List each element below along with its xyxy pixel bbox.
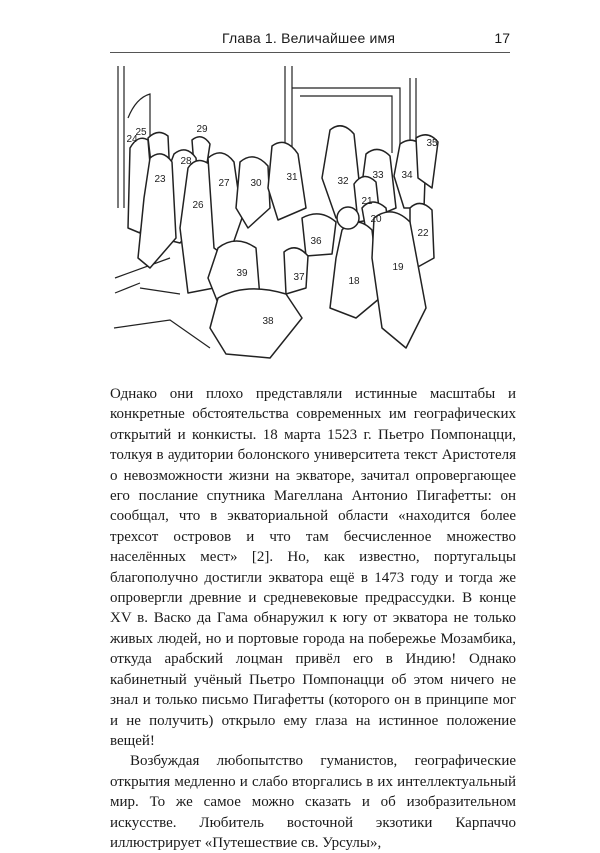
figure-label: 27 — [218, 178, 230, 189]
figure-label: 22 — [417, 228, 429, 239]
figure-label: 38 — [262, 316, 274, 327]
figure-svg — [110, 58, 510, 368]
figure-label: 39 — [236, 268, 248, 279]
figure-label: 20 — [370, 214, 382, 225]
figure-label: 36 — [310, 236, 322, 247]
body-text — [110, 384, 516, 853]
figure-label: 34 — [401, 170, 413, 181]
figure-label: 23 — [154, 174, 166, 185]
figure-label: 30 — [250, 178, 262, 189]
figure-label: 25 — [135, 127, 147, 138]
figure-label: 18 — [348, 276, 360, 287]
page-number: 17 — [494, 30, 510, 46]
numbered-figure-diagram — [110, 58, 510, 368]
chapter-title: Глава 1. Величайшее имя — [222, 30, 396, 46]
figure-label: 33 — [372, 170, 384, 181]
paragraph: Возбуждая любопытство гуманистов, географические открытия медленно и слабо вторгались в их интеллектуальный мир. То же самое можно сказать и об изобразительном искусстве. Любитель восточной экзотики Карпаччо иллюстрирует «Путешествие св. Урсулы», — [110, 753, 516, 851]
figure-label: 37 — [293, 272, 305, 283]
figure-label: 31 — [286, 172, 298, 183]
figure-silhouettes — [114, 126, 438, 358]
figure-label: 32 — [337, 176, 349, 187]
figure-label: 26 — [192, 200, 204, 211]
paragraph: Однако они плохо представляли истинные масштабы и конкретные обстоятельства современных им географических открытий и конкисты. 18 марта 1523 г. Пьетро Помпонацци, толкуя в аудитории болонского университета текст Аристотеля о невозможности жизни на экваторе, зачитал опровергающее его послание спутника Магеллана Антонио Пигафетты: он сообщал, что в экваториальной области «находится более трехсот островов и что там бесчисленное множество населённых мест» [2]. Но, как известно, португальцы благополучно достигли экватора ещё в 1473 году и тогда же опровергли древние и средневековые предрассудки. В конце XV в. Васко да Гама обнаружил к югу от экватора не только живых людей, но и портовые города на побережье Мозамбика, откуда арабский лоцман привёл его в Индию! Однако кабинетный учёный Пьетро Помпонацци об этом ничего не знал и только письмо Пигафетты (которого он в принципе мог и не получить) открыло ему глаза на истинное положение вещей! — [110, 386, 516, 749]
figure-label: 29 — [196, 124, 208, 135]
figure-label: 24 — [126, 134, 138, 145]
figure-label: 21 — [361, 196, 373, 207]
running-header — [110, 30, 510, 53]
figure-label: 35 — [426, 138, 438, 149]
figure-label: 28 — [180, 156, 192, 167]
figure-label: 19 — [392, 262, 404, 273]
